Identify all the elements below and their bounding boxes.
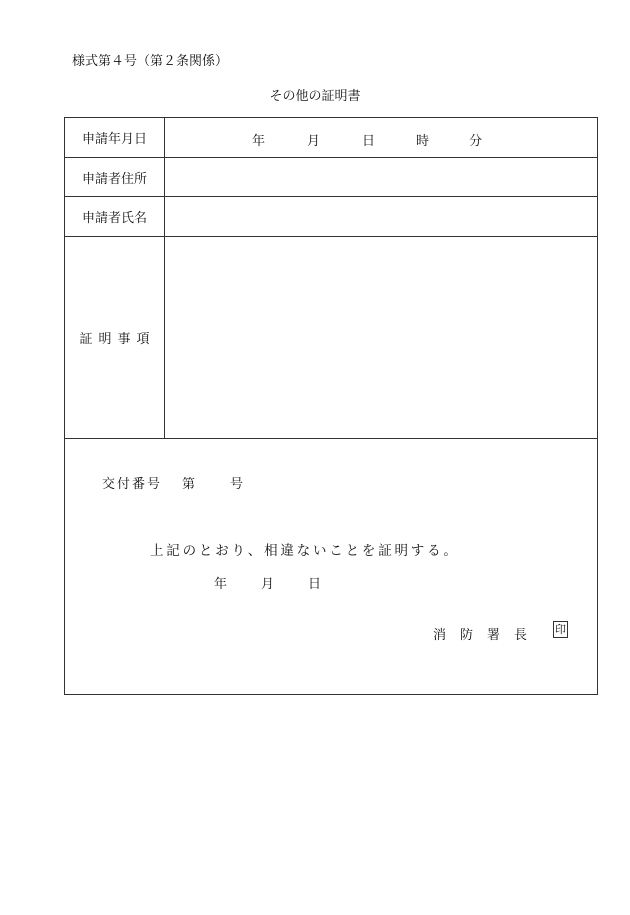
issue-number-suffix: 号 — [230, 477, 244, 492]
month-unit: 月 — [307, 134, 321, 149]
chief-title-char-4: 長 — [514, 628, 528, 643]
document-title: その他の証明書 — [269, 89, 361, 104]
minute-unit: 分 — [469, 134, 483, 149]
seal-mark: 印 — [555, 623, 566, 636]
day-unit: 日 — [362, 134, 376, 149]
certified-matters-field[interactable] — [165, 237, 597, 438]
chief-title-char-2: 防 — [460, 628, 474, 643]
applicant-name-label: 申請者氏名 — [65, 197, 165, 236]
issue-day-unit: 日 — [308, 577, 322, 592]
applicant-address-field[interactable] — [165, 158, 597, 196]
applicant-name-field[interactable] — [165, 197, 597, 236]
application-date-row — [65, 118, 597, 158]
certified-matters-row — [65, 237, 597, 439]
certified-matters-label: 証明事項 — [65, 237, 165, 438]
chief-title-char-3: 署 — [487, 628, 501, 643]
application-date-label: 申請年月日 — [65, 118, 165, 157]
issue-number-label: 交付番号 — [102, 477, 163, 492]
application-date-field[interactable] — [165, 118, 597, 157]
applicant-name-row — [65, 197, 597, 237]
applicant-address-label: 申請者住所 — [65, 158, 165, 196]
issue-month-unit: 月 — [261, 577, 275, 592]
hour-unit: 時 — [416, 134, 430, 149]
certification-statement: 上記のとおり、相違ないことを証明する。 — [150, 543, 460, 559]
year-unit: 年 — [252, 134, 266, 149]
certificate-form — [64, 117, 598, 695]
issue-number-prefix: 第 — [182, 477, 196, 492]
chief-title-char-1: 消 — [433, 628, 447, 643]
issue-year-unit: 年 — [214, 577, 228, 592]
form-number: 様式第４号（第２条関係） — [72, 54, 229, 69]
applicant-address-row — [65, 158, 597, 197]
